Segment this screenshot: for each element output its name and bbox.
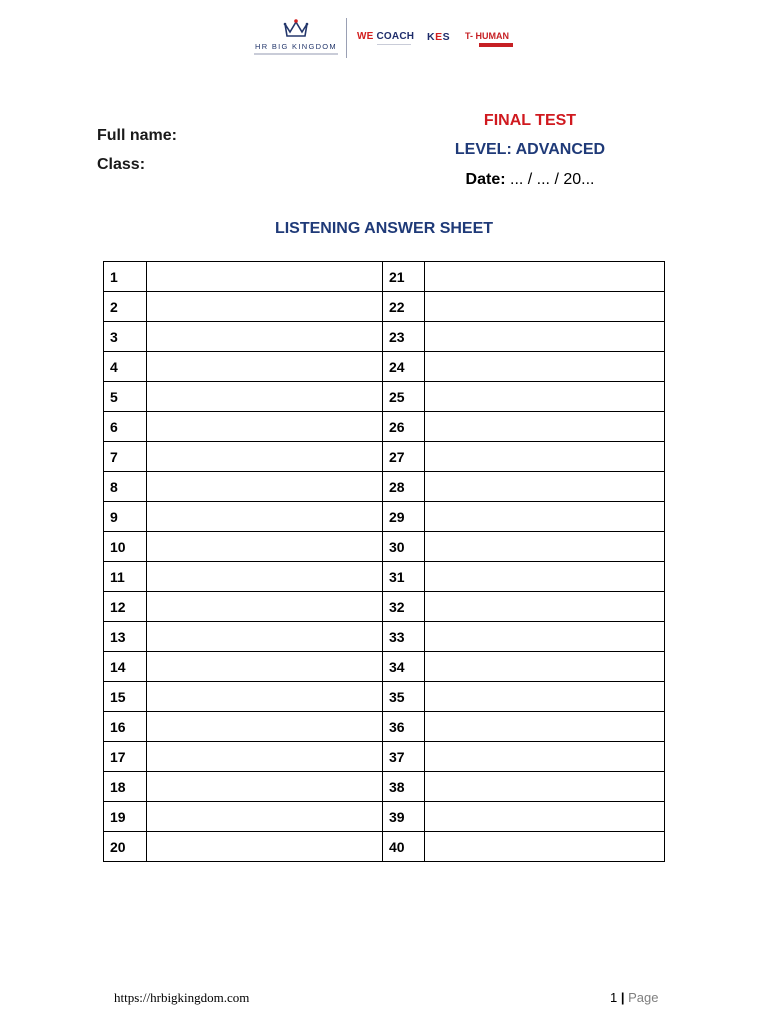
answer-cell[interactable] [147, 592, 383, 622]
question-number: 9 [104, 502, 147, 532]
class-label: Class: [97, 156, 146, 173]
answer-cell[interactable] [147, 412, 383, 442]
question-number: 31 [383, 562, 425, 592]
page-separator: | [617, 990, 629, 1005]
page-label: Page [628, 990, 659, 1005]
question-number: 38 [383, 772, 425, 802]
question-number: 35 [383, 682, 425, 712]
question-number: 30 [383, 532, 425, 562]
answer-cell[interactable] [147, 352, 383, 382]
page-number: 1 [610, 990, 618, 1005]
question-number: 25 [383, 382, 425, 412]
question-number: 27 [383, 442, 425, 472]
answer-cell[interactable] [425, 292, 665, 322]
thuman-name: T- HUMAN [465, 31, 509, 41]
question-number: 18 [104, 772, 147, 802]
table-row [104, 352, 665, 382]
answer-cell[interactable] [425, 262, 665, 292]
answer-cell[interactable] [425, 592, 665, 622]
answer-cell[interactable] [425, 502, 665, 532]
thuman-tagline-bar [479, 43, 513, 47]
table-row [104, 532, 665, 562]
answer-cell[interactable] [425, 712, 665, 742]
question-number: 29 [383, 502, 425, 532]
table-row [104, 322, 665, 352]
answer-cell[interactable] [425, 682, 665, 712]
answer-cell[interactable] [425, 412, 665, 442]
question-number: 14 [104, 652, 147, 682]
question-number: 28 [383, 472, 425, 502]
question-number: 11 [104, 562, 147, 592]
answer-cell[interactable] [147, 652, 383, 682]
answer-cell[interactable] [425, 652, 665, 682]
table-row [104, 802, 665, 832]
footer-url[interactable]: https://hrbigkingdom.com [114, 990, 250, 1005]
thuman-logo [465, 31, 509, 41]
answer-cell[interactable] [147, 322, 383, 352]
answer-cell[interactable] [147, 772, 383, 802]
kes-s: S [442, 31, 451, 43]
test-title: FINAL TEST [483, 112, 577, 129]
question-number: 34 [383, 652, 425, 682]
table-row [104, 832, 665, 862]
question-number: 13 [104, 622, 147, 652]
answer-cell[interactable] [425, 322, 665, 352]
hr-big-kingdom-tagline [254, 53, 338, 55]
table-row [104, 622, 665, 652]
question-number: 15 [104, 682, 147, 712]
crown-logo-icon [283, 18, 309, 38]
question-number: 33 [383, 622, 425, 652]
table-row [104, 502, 665, 532]
answer-table [103, 261, 665, 862]
logo-divider [346, 18, 347, 58]
hr-big-kingdom-logo [250, 16, 342, 60]
answer-cell[interactable] [147, 682, 383, 712]
answer-cell[interactable] [425, 532, 665, 562]
question-number: 6 [104, 412, 147, 442]
answer-cell[interactable] [147, 622, 383, 652]
wecoach-coach: COACH [376, 31, 415, 42]
question-number: 4 [104, 352, 147, 382]
answer-cell[interactable] [147, 562, 383, 592]
question-number: 22 [383, 292, 425, 322]
header-logos [250, 16, 520, 60]
table-row [104, 652, 665, 682]
answer-cell[interactable] [147, 532, 383, 562]
hr-big-kingdom-name: HR BIG KINGDOM [255, 42, 337, 51]
answer-cell[interactable] [425, 742, 665, 772]
kes-logo [427, 31, 450, 43]
table-row [104, 262, 665, 292]
answer-cell[interactable] [147, 502, 383, 532]
answer-cell[interactable] [147, 742, 383, 772]
table-row [104, 412, 665, 442]
table-row [104, 562, 665, 592]
question-number: 32 [383, 592, 425, 622]
question-number: 8 [104, 472, 147, 502]
question-number: 19 [104, 802, 147, 832]
question-number: 3 [104, 322, 147, 352]
kes-e: E [435, 31, 443, 43]
question-number: 12 [104, 592, 147, 622]
table-row [104, 292, 665, 322]
answer-cell[interactable] [147, 472, 383, 502]
question-number: 26 [383, 412, 425, 442]
test-date [430, 171, 630, 189]
question-number: 36 [383, 712, 425, 742]
footer-page-number [610, 990, 658, 1005]
table-row [104, 442, 665, 472]
answer-cell[interactable] [425, 382, 665, 412]
answer-cell[interactable] [425, 622, 665, 652]
question-number: 7 [104, 442, 147, 472]
test-level: LEVEL: ADVANCED [454, 141, 606, 158]
full-name-label: Full name: [97, 127, 178, 144]
answer-cell[interactable] [425, 832, 665, 862]
answer-cell[interactable] [147, 442, 383, 472]
question-number: 5 [104, 382, 147, 412]
answer-cell[interactable] [425, 442, 665, 472]
answer-sheet-title: LISTENING ANSWER SHEET [274, 220, 494, 237]
answer-cell[interactable] [425, 772, 665, 802]
answer-cell[interactable] [147, 802, 383, 832]
question-number: 24 [383, 352, 425, 382]
wecoach-we: WE [357, 31, 374, 42]
answer-cell[interactable] [147, 712, 383, 742]
answer-cell[interactable] [147, 262, 383, 292]
question-number: 39 [383, 802, 425, 832]
answer-cell[interactable] [425, 352, 665, 382]
table-row [104, 772, 665, 802]
table-row [104, 742, 665, 772]
answer-cell[interactable] [425, 472, 665, 502]
question-number: 1 [104, 262, 147, 292]
wecoach-logo [357, 31, 414, 42]
question-number: 40 [383, 832, 425, 862]
table-row [104, 592, 665, 622]
answer-cell[interactable] [147, 832, 383, 862]
table-row [104, 472, 665, 502]
wecoach-tagline [377, 44, 411, 45]
date-label: Date: [465, 171, 506, 188]
kes-k: K [427, 31, 436, 43]
table-row [104, 682, 665, 712]
answer-cell[interactable] [425, 802, 665, 832]
question-number: 20 [104, 832, 147, 862]
table-row [104, 712, 665, 742]
answer-cell[interactable] [147, 382, 383, 412]
question-number: 16 [104, 712, 147, 742]
question-number: 2 [104, 292, 147, 322]
question-number: 10 [104, 532, 147, 562]
question-number: 21 [383, 262, 425, 292]
answer-cell[interactable] [425, 562, 665, 592]
question-number: 23 [383, 322, 425, 352]
date-value: ... / ... / 20... [505, 171, 595, 188]
table-row [104, 382, 665, 412]
answer-cell[interactable] [147, 292, 383, 322]
question-number: 37 [383, 742, 425, 772]
question-number: 17 [104, 742, 147, 772]
